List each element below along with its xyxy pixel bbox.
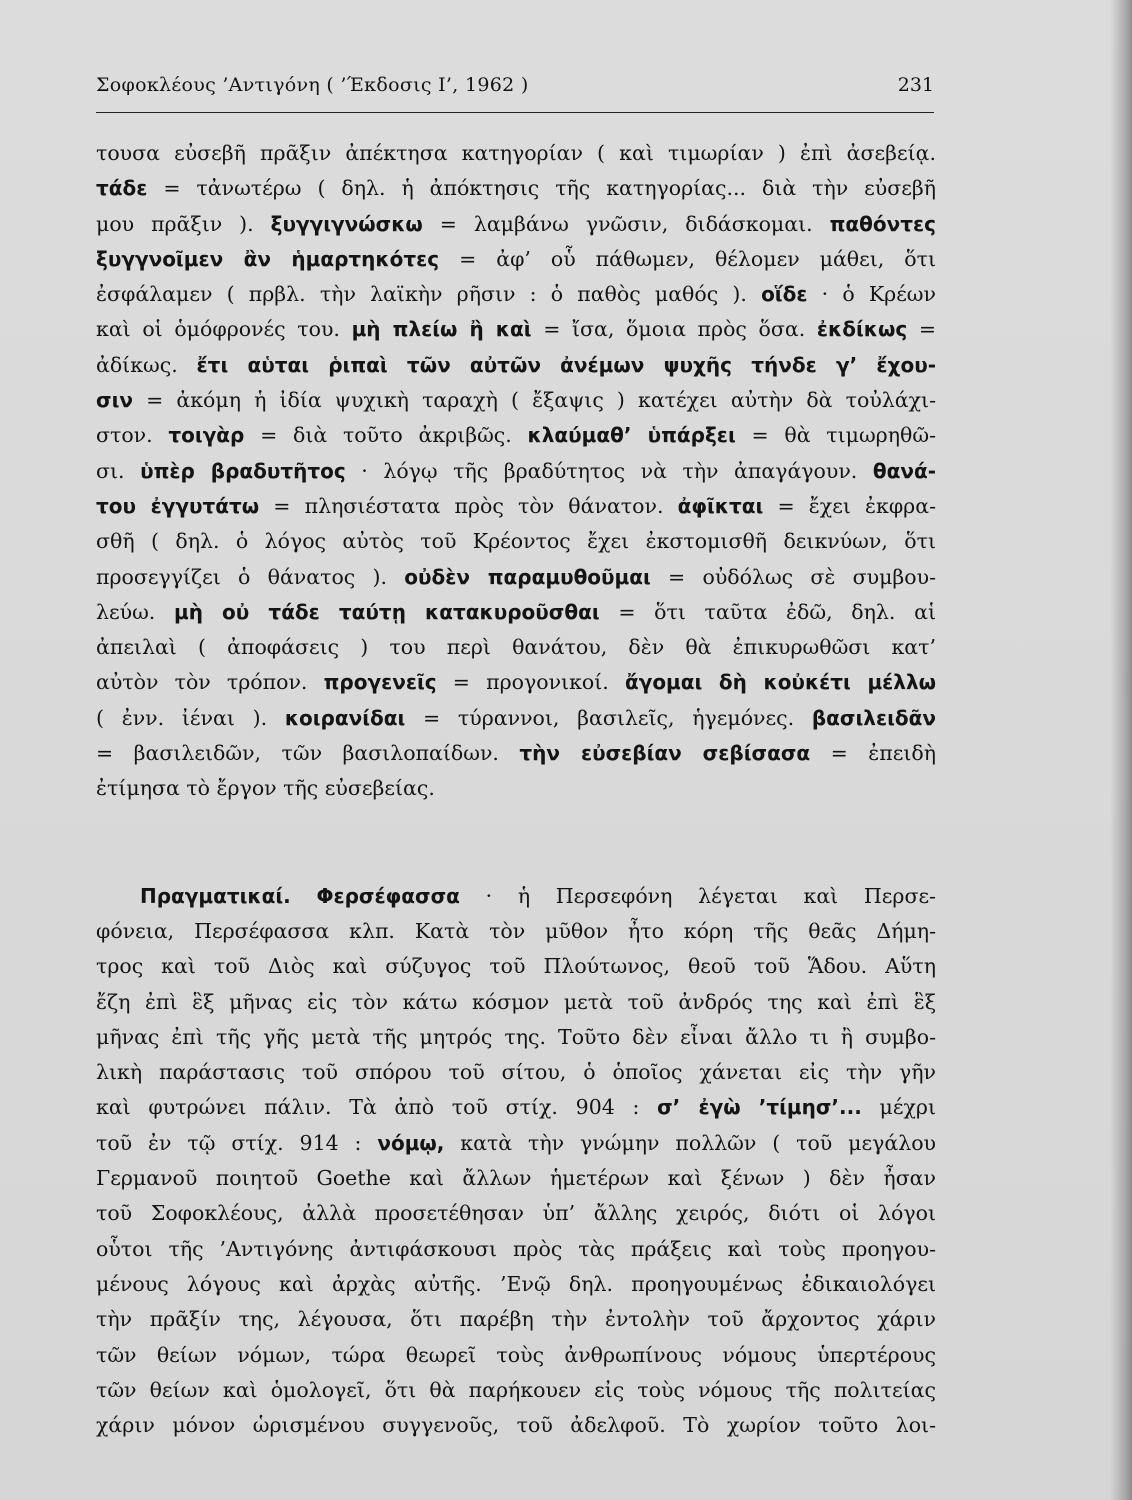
text-line: ἐτίμησα τὸ ἔργον τῆς εὐσεβείας. bbox=[96, 776, 435, 801]
text-line: ( ἐνν. ἰέναι ). κοιρανίδαι = τύραννοι, βασιλεῖς, ἡγεμόνες. βασιλειδᾶν bbox=[96, 705, 936, 730]
text-line: λεύω. μὴ οὐ τάδε ταύτῃ κατακυροῦσθαι = ὅτι ταῦτα ἐδῶ, δηλ. αἱ bbox=[96, 599, 936, 624]
text-line: σθῆ ( δηλ. ὁ λόγος αὐτὸς τοῦ Κρέοντος ἔχει ἐκστομισθῆ δεικνύων, ὅτι bbox=[96, 529, 936, 554]
text-line: καὶ φυτρώνει πάλιν. Τὰ ἀπὸ τοῦ στίχ. 904 : σ’ ἐγὼ ’τίμησ’... μέχρι bbox=[96, 1095, 936, 1120]
text-line: τὴν πρᾶξίν της, λέγουσα, ὅτι παρέβη τὴν ἐντολὴν τοῦ ἄρχοντος χάριν bbox=[96, 1307, 936, 1332]
text-line: σι. ὑπὲρ βραδυτῆτος · λόγῳ τῆς βραδύτητος νὰ τὴν ἀπαγάγουν. θανά- bbox=[96, 458, 936, 483]
text-line: Γερμανοῦ ποιητοῦ Goethe καὶ ἄλλων ἡμετέρων καὶ ξένων ) δὲν ἦσαν bbox=[96, 1166, 936, 1191]
paragraph-gap bbox=[96, 807, 936, 879]
text-line: μῆνας ἐπὶ τῆς γῆς μετὰ τῆς μητρός της. Τοῦτο δὲν εἶναι ἄλλο τι ἢ συμβο- bbox=[96, 1024, 936, 1049]
text-line: Πραγματικαί. Φερσέφασσα · ἡ Περσεφόνη λέγεται καὶ Περσε- bbox=[140, 883, 936, 908]
text-line: του ἐγγυτάτω = πλησιέστατα πρὸς τὸν θάνατον. ἀφῖκται = ἔχει ἐκφρα- bbox=[96, 493, 936, 518]
text-line: τῶν θείων νόμων, τώρα θεωρεῖ τοὺς ἀνθρωπίνους νόμους ὑπερτέρους bbox=[96, 1342, 936, 1367]
page-number: 231 bbox=[897, 74, 934, 96]
text-line: οὗτοι τῆς ’Αντιγόνης ἀντιφάσκουσι πρὸς τὰς πράξεις καὶ τοὺς προηγου- bbox=[96, 1236, 936, 1261]
text-line: τρος καὶ τοῦ Διὸς καὶ σύζυγος τοῦ Πλούτωνος, θεοῦ τοῦ Ἅδου. Αὕτη bbox=[96, 954, 936, 979]
text-line: τῶν θείων καὶ ὁμολογεῖ, ὅτι θὰ παρήκουεν εἰς τοὺς νόμους τῆς πολιτείας bbox=[96, 1377, 936, 1402]
text-line: τοῦ ἐν τῷ στίχ. 914 : νόμῳ, κατὰ τὴν γνώμην πολλῶν ( τοῦ μεγάλου bbox=[96, 1130, 936, 1155]
commentary-paragraph bbox=[96, 136, 936, 807]
page-edge-shadow bbox=[1110, 0, 1132, 1500]
text-line: = βασιλειδῶν, τῶν βασιλοπαίδων. τὴν εὐσεβίαν σεβίσασα = ἐπειδὴ bbox=[96, 741, 936, 766]
text-line: μου πρᾶξιν ). ξυγγιγνώσκω = λαμβάνω γνῶσιν, διδάσκομαι. παθόντες bbox=[96, 211, 936, 236]
running-header bbox=[96, 72, 934, 113]
text-line: προσεγγίζει ὁ θάνατος ). οὐδὲν παραμυθοῦμαι = οὐδόλως σὲ συμβου- bbox=[96, 564, 936, 589]
text-line: τοῦ Σοφοκλέους, ἀλλὰ προσετέθησαν ὑπ’ ἄλλης χειρός, διότι οἱ λόγοι bbox=[96, 1201, 936, 1226]
text-line: μένους λόγους καὶ ἀρχὰς αὐτῆς. ’Ενῷ δηλ. προηγουμένως ἐδικαιολόγει bbox=[96, 1271, 936, 1296]
text-line: φόνεια, Περσέφασσα κλπ. Κατὰ τὸν μῦθον ἦτο κόρη τῆς θεᾶς Δήμη- bbox=[96, 918, 936, 943]
text-line: ἔζη ἐπὶ ἓξ μῆνας εἰς τὸν κάτω κόσμον μετὰ τοῦ ἀνδρός της καὶ ἐπὶ ἓξ bbox=[96, 989, 936, 1014]
text-line: στον. τοιγὰρ = διὰ τοῦτο ἀκριβῶς. κλαύμαθ’ ὑπάρξει = θὰ τιμωρηθῶ- bbox=[96, 423, 936, 448]
text-line: τουσα εὐσεβῆ πρᾶξιν ἀπέκτησα κατηγορίαν ( καὶ τιμωρίαν ) ἐπὶ ἀσεβείᾳ. bbox=[96, 141, 936, 165]
text-line: χάριν μόνον ὡρισμένου συγγενοῦς, τοῦ ἀδελφοῦ. Τὸ χωρίον τοῦτο λοι- bbox=[96, 1413, 936, 1438]
text-line: σιν = ἀκόμη ἡ ἰδία ψυχικὴ ταραχὴ ( ἔξαψις ) κατέχει αὐτὴν δὰ τοὐλάχι- bbox=[96, 388, 936, 413]
text-line: καὶ οἱ ὁμόφρονές του. μὴ πλείω ἢ καὶ = ἴσα, ὅμοια πρὸς ὅσα. ἐκδίκως = bbox=[96, 317, 936, 342]
text-line: ξυγγνοῖμεν ἂν ἡμαρτηκότες = ἀφ’ οὗ πάθωμεν, θέλομεν μάθει, ὅτι bbox=[96, 246, 936, 271]
header-title: Σοφοκλέους ’Αντιγόνη ( ’Έκδοσις Ι’, 1962 ) bbox=[96, 74, 529, 96]
text-line: αὐτὸν τὸν τρόπον. προγενεῖς = προγονικοί. ἄγομαι δὴ κοὐκέτι μέλλω bbox=[96, 670, 936, 695]
text-line: τάδε = τἀνωτέρω ( δηλ. ἡ ἀπόκτησις τῆς κατηγορίας... διὰ τὴν εὐσεβῆ bbox=[96, 176, 936, 201]
text-line: ἀδίκως. ἔτι αὑται ῥιπαὶ τῶν αὐτῶν ἀνέμων ψυχῆς τήνδε γ’ ἔχου- bbox=[96, 352, 936, 377]
body-text bbox=[96, 136, 936, 1443]
text-line: λικὴ παράστασις τοῦ σπόρου τοῦ σίτου, ὁ ὁποῖος χάνεται εἰς τὴν γῆν bbox=[96, 1060, 936, 1085]
text-line: ἀπειλαὶ ( ἀποφάσεις ) του περὶ θανάτου, δὲν θὰ ἐπικυρωθῶσι κατ’ bbox=[96, 635, 936, 660]
text-line: ἐσφάλαμεν ( πρβλ. τὴν λαϊκὴν ρῆσιν : ὁ παθὸς μαθός ). οἵδε · ὁ Κρέων bbox=[96, 282, 936, 307]
pragmatikai-paragraph bbox=[96, 879, 936, 1444]
